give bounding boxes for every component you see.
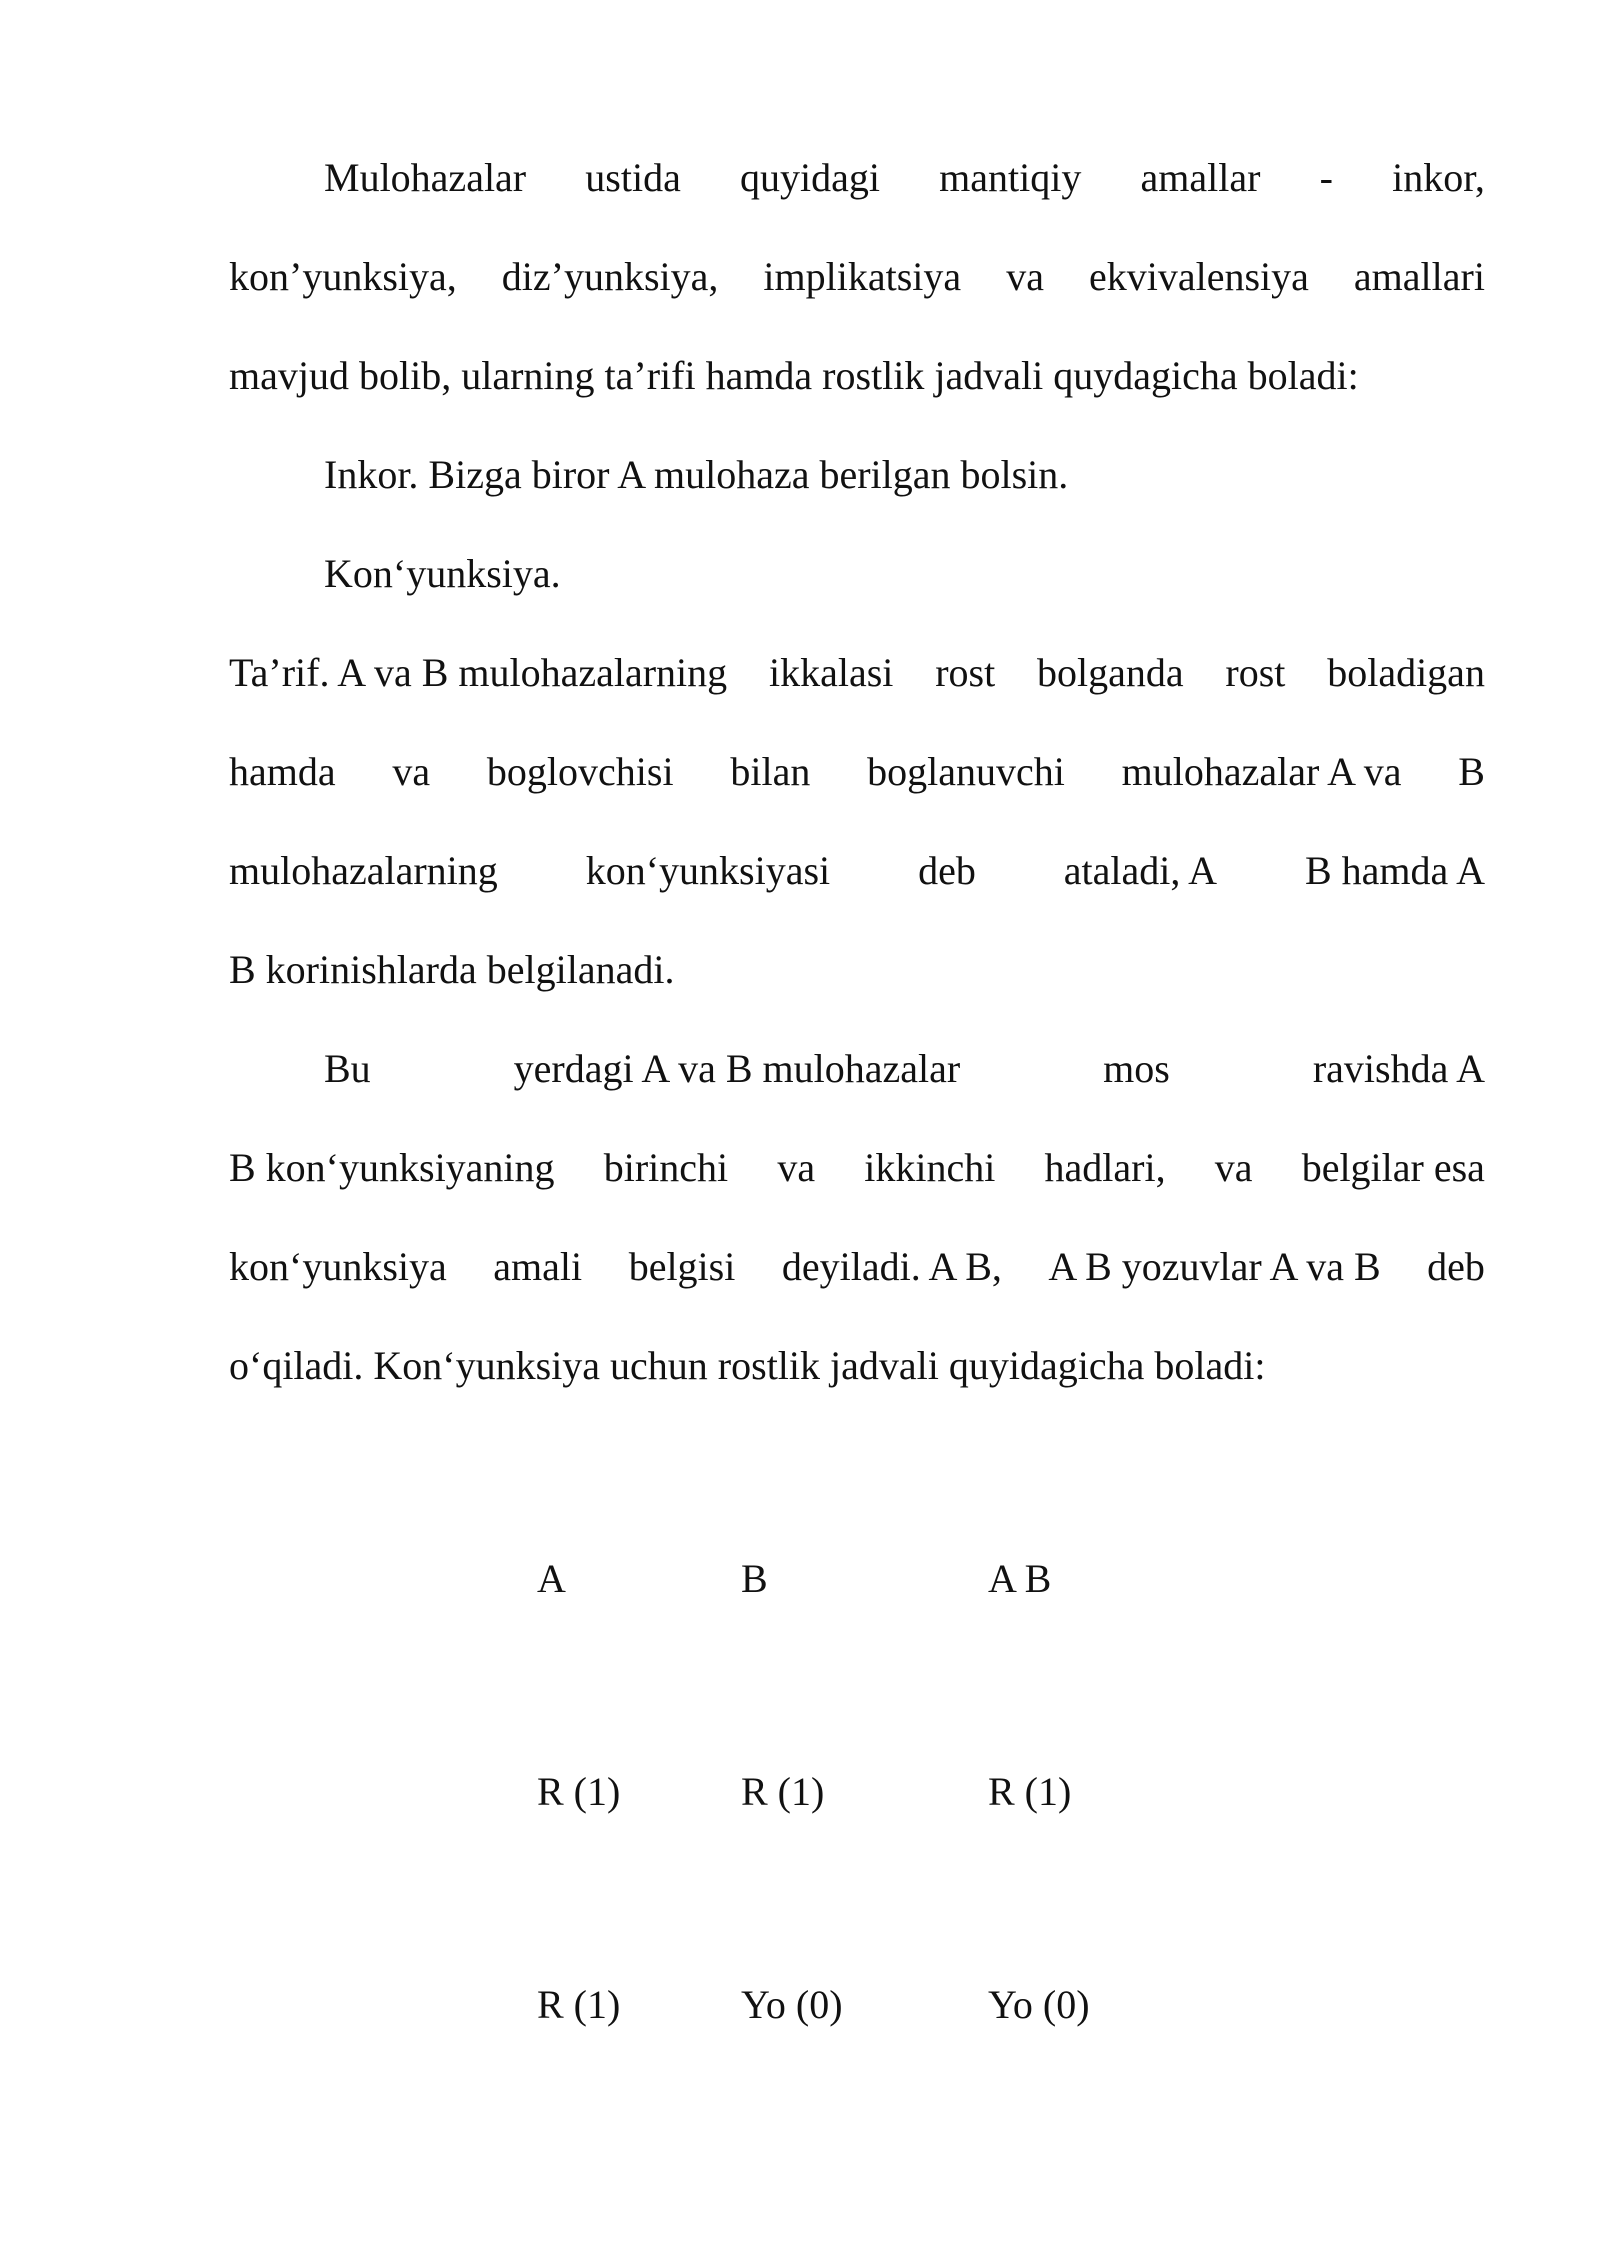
word: va [392, 749, 431, 794]
word: rost [935, 650, 996, 695]
word: B hamda A [1304, 848, 1485, 893]
table-cell: R (1) [741, 1769, 825, 1814]
word: B korinishlarda belgilanadi. [229, 947, 675, 992]
word: bilan [730, 749, 811, 794]
paragraph-5-line-4 [229, 1342, 1485, 1390]
table-cell: Yo (0) [741, 1982, 843, 2027]
word: quyidagi [740, 155, 880, 200]
word: va [1006, 254, 1044, 299]
table-cell: R (1) [537, 1982, 621, 2027]
word: ikkinchi [864, 1145, 996, 1190]
word: amallar [1140, 155, 1261, 200]
paragraph-5-line-2 [229, 1144, 1485, 1192]
table-header-ab: A B [988, 1556, 1052, 1601]
word: ikkalasi [768, 650, 894, 695]
paragraph-1-line-1 [324, 154, 1485, 202]
table-header-a: A [537, 1556, 566, 1601]
word: deyiladi. A B, [781, 1244, 1002, 1289]
word: diz’yunksiya, [501, 254, 719, 299]
word: mos [1103, 1046, 1170, 1091]
heading-konyunksiya [324, 550, 1485, 598]
definition-line-3 [229, 847, 1485, 895]
word: kon‘yunksiyasi [585, 848, 831, 893]
word: va [1214, 1145, 1253, 1190]
word: o‘qiladi. Kon‘yunksiya uchun rostlik jadvali quyidagicha boladi: [229, 1343, 1266, 1388]
word: bolganda [1036, 650, 1184, 695]
word: Kon‘yunksiya. [324, 551, 561, 596]
word: A B yozuvlar A va B [1048, 1244, 1381, 1289]
word: Mulohazalar [324, 155, 527, 200]
paragraph-5-line-3 [229, 1243, 1485, 1291]
word: birinchi [603, 1145, 729, 1190]
word: hadlari, [1044, 1145, 1166, 1190]
word: ustida [585, 155, 681, 200]
paragraph-1-line-2 [229, 253, 1485, 301]
word: Ta’rif. A va B mulohazalarning [229, 650, 728, 695]
word: ataladi, A [1063, 848, 1218, 893]
word: va [777, 1145, 816, 1190]
definition-line-2 [229, 748, 1485, 796]
word: yerdagi A va B mulohazalar [513, 1046, 961, 1091]
word: amali [493, 1244, 583, 1289]
word: B [1458, 749, 1485, 794]
word: hamda [229, 749, 336, 794]
word: implikatsiya [763, 254, 962, 299]
word: ekvivalensiya [1088, 254, 1309, 299]
table-cell: Yo (0) [988, 1982, 1090, 2027]
table-cell: R (1) [988, 1769, 1072, 1814]
definition-line-4 [229, 946, 1485, 994]
paragraph-5-line-1 [324, 1045, 1485, 1093]
word: mantiqiy [939, 155, 1082, 200]
word: ravishda A [1312, 1046, 1485, 1091]
paragraph-1-line-3 [229, 352, 1485, 400]
word: Inkor. Bizga biror A mulohaza berilgan bolsin. [324, 452, 1069, 497]
word: mulohazalar A va [1121, 749, 1402, 794]
table-header-b: B [741, 1556, 768, 1601]
word: rost [1225, 650, 1286, 695]
word: boglanuvchi [867, 749, 1065, 794]
word: mulohazalarning [229, 848, 498, 893]
word: Bu [324, 1046, 371, 1091]
word: kon’yunksiya, [229, 254, 457, 299]
word: belgilar esa [1301, 1145, 1485, 1190]
word: deb [918, 848, 976, 893]
word: B kon‘yunksiyaning [229, 1145, 555, 1190]
word: amallari [1353, 254, 1485, 299]
table-cell: R (1) [537, 1769, 621, 1814]
word: boladigan [1327, 650, 1485, 695]
paragraph-inkor [324, 451, 1485, 499]
definition-line-1 [229, 649, 1485, 697]
word: belgisi [628, 1244, 736, 1289]
word: inkor, [1392, 155, 1485, 200]
word: mavjud bolib, ularning ta’rifi hamda rostlik jadvali quydagicha boladi: [229, 353, 1359, 398]
word: - [1319, 155, 1333, 200]
word: kon‘yunksiya [229, 1244, 447, 1289]
word: deb [1427, 1244, 1485, 1289]
word: boglovchisi [486, 749, 674, 794]
